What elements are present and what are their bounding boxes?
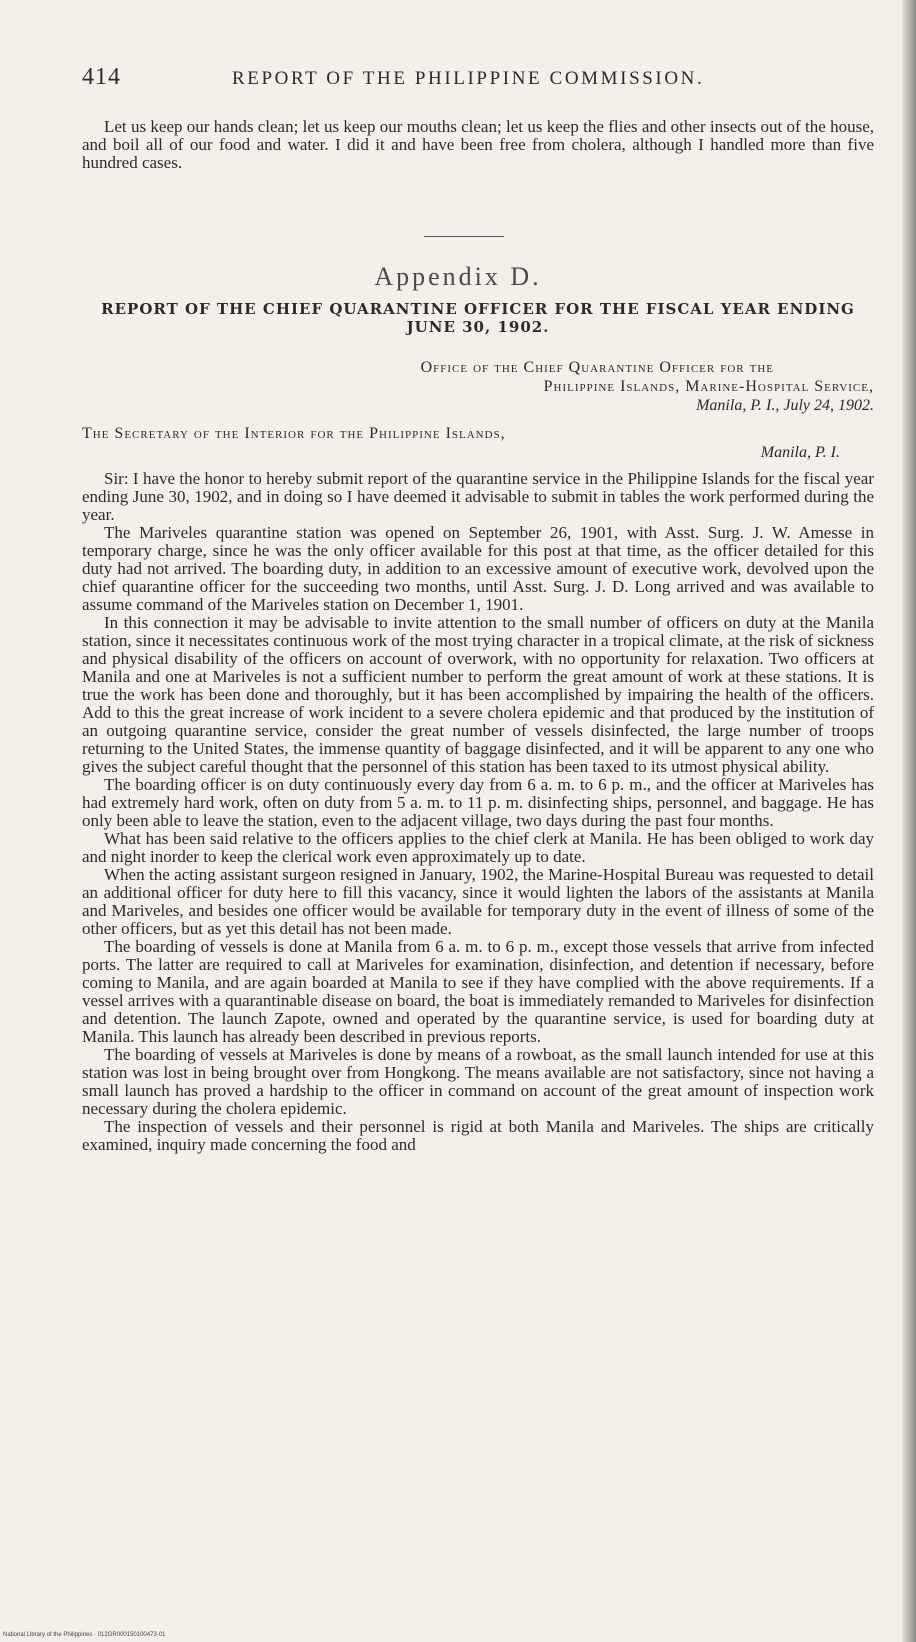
book-gutter-shadow bbox=[902, 0, 916, 1642]
page-header bbox=[82, 64, 876, 94]
body-paragraph: When the acting assistant surgeon resigned in January, 1902, the Marine-Hospital Bureau was requested to detail an additional officer for duty here to fill this vacancy, since it would lighten the labors of the assistants at Manila and Mariveles, and besides one officer would be available for temporary duty in the event of illness of some of the other officers, but as yet this detail has not been made. bbox=[82, 865, 874, 938]
office-line-2: Philippine Islands, Marine-Hospital Service, bbox=[543, 378, 874, 395]
addressee-line-1: The Secretary of the Interior for the Philippine Islands, bbox=[82, 425, 506, 442]
body-paragraph: What has been said relative to the officers applies to the chief clerk at Manila. He has been obliged to work day and night inorder to keep the clerical work even approximately up to date. bbox=[82, 829, 874, 866]
body-paragraph: The boarding of vessels at Mariveles is done by means of a rowboat, as the small launch intended for use at this station was lost in being brought over from Hongkong. The means available are not satisfactory, since not having a small launch has proved a hardship to the officer in command on account of the great amount of inspection work necessary during the cholera epidemic. bbox=[82, 1045, 874, 1118]
report-title: REPORT OF THE CHIEF QUARANTINE OFFICER FOR THE FISCAL YEAR ENDING JUNE 30, 1902. bbox=[101, 300, 855, 336]
office-line-1: Office of the Chief Quarantine Officer for the bbox=[420, 359, 774, 376]
scan-footer-note: National Library of the Philippines · 012GR000150100473-01 bbox=[3, 1632, 166, 1638]
appendix-heading: Appendix D. bbox=[374, 262, 542, 291]
page-number: 414 bbox=[82, 64, 121, 90]
addressee-block bbox=[82, 424, 874, 462]
body-paragraph: The boarding officer is on duty continuously every day from 6 a. m. to 6 p. m., and the officer at Mariveles has had extremely hard work, often on duty from 5 a. m. to 11 p. m. disinfecting ships, personnel, and baggage. He has only been able to leave the station, even to the adjacent village, two days during the past four months. bbox=[82, 775, 874, 830]
office-block bbox=[82, 358, 874, 415]
report-body bbox=[82, 470, 874, 1154]
body-paragraph: The inspection of vessels and their personnel is rigid at both Manila and Mariveles. The ships are critically examined, inquiry made concerning the food and bbox=[82, 1117, 874, 1154]
section-divider bbox=[424, 236, 504, 237]
office-line-3: Manila, P. I., July 24, 1902. bbox=[696, 397, 874, 414]
running-head: REPORT OF THE PHILIPPINE COMMISSION. bbox=[232, 68, 705, 89]
body-paragraph: In this connection it may be advisable to invite attention to the small number of officers on duty at the Manila station, since it necessitates continuous work of the most trying character in a tropical climate, at the risk of sickness and physical disability of the officers on account of overwork, with no opportunity for relaxation. Two officers at Manila and one at Mariveles is not a sufficient number to perform the great amount of work at these stations. It is true the work has been done and thoroughly, but it has been accomplished by impairing the health of the officers. Add to this the great increase of work incident to a severe cholera epidemic and that produced by the institution of an outgoing quarantine service, consider the great number of vessels disinfected, the large number of troops returning to the United States, the immense quantity of baggage disinfected, and it will be apparent to any one who gives the subject careful thought that the personnel of this station has been taxed to its utmost physical ability. bbox=[82, 613, 874, 776]
intro-block bbox=[82, 118, 874, 172]
body-paragraph: The Mariveles quarantine station was opened on September 26, 1901, with Asst. Surg. J. W. Amesse in temporary charge, since he was the only officer available for this post at that time, as the officer detailed for this duty had not arrived. The boarding duty, in addition to an excessive amount of executive work, devolved upon the chief quarantine officer for the succeeding two months, until Asst. Surg. J. D. Long arrived and was available to assume command of the Mariveles station on December 1, 1901. bbox=[82, 523, 874, 614]
intro-paragraph: Let us keep our hands clean; let us keep our mouths clean; let us keep the flies and other insects out of the house, and boil all of our food and water. I did it and have been free from cholera, although I handled more than five hundred cases. bbox=[82, 117, 874, 172]
addressee-line-2: Manila, P. I. bbox=[760, 444, 840, 461]
body-paragraph: Sir: I have the honor to hereby submit report of the quarantine service in the Philippine Islands for the fiscal year ending June 30, 1902, and in doing so I have deemed it advisable to submit in tables the work performed during the year. bbox=[82, 469, 874, 524]
body-paragraph: The boarding of vessels is done at Manila from 6 a. m. to 6 p. m., except those vessels that arrive from infected ports. The latter are required to call at Mariveles for examination, disinfection, and detention if necessary, before coming to Manila, and are again boarded at Manila to see if they have complied with the above requirements. If a vessel arrives with a quarantinable disease on board, the boat is immediately remanded to Mariveles for disinfection and detention. The launch Zapote, owned and operated by the quarantine service, is used for boarding duty at Manila. This launch has already been described in previous reports. bbox=[82, 937, 874, 1046]
